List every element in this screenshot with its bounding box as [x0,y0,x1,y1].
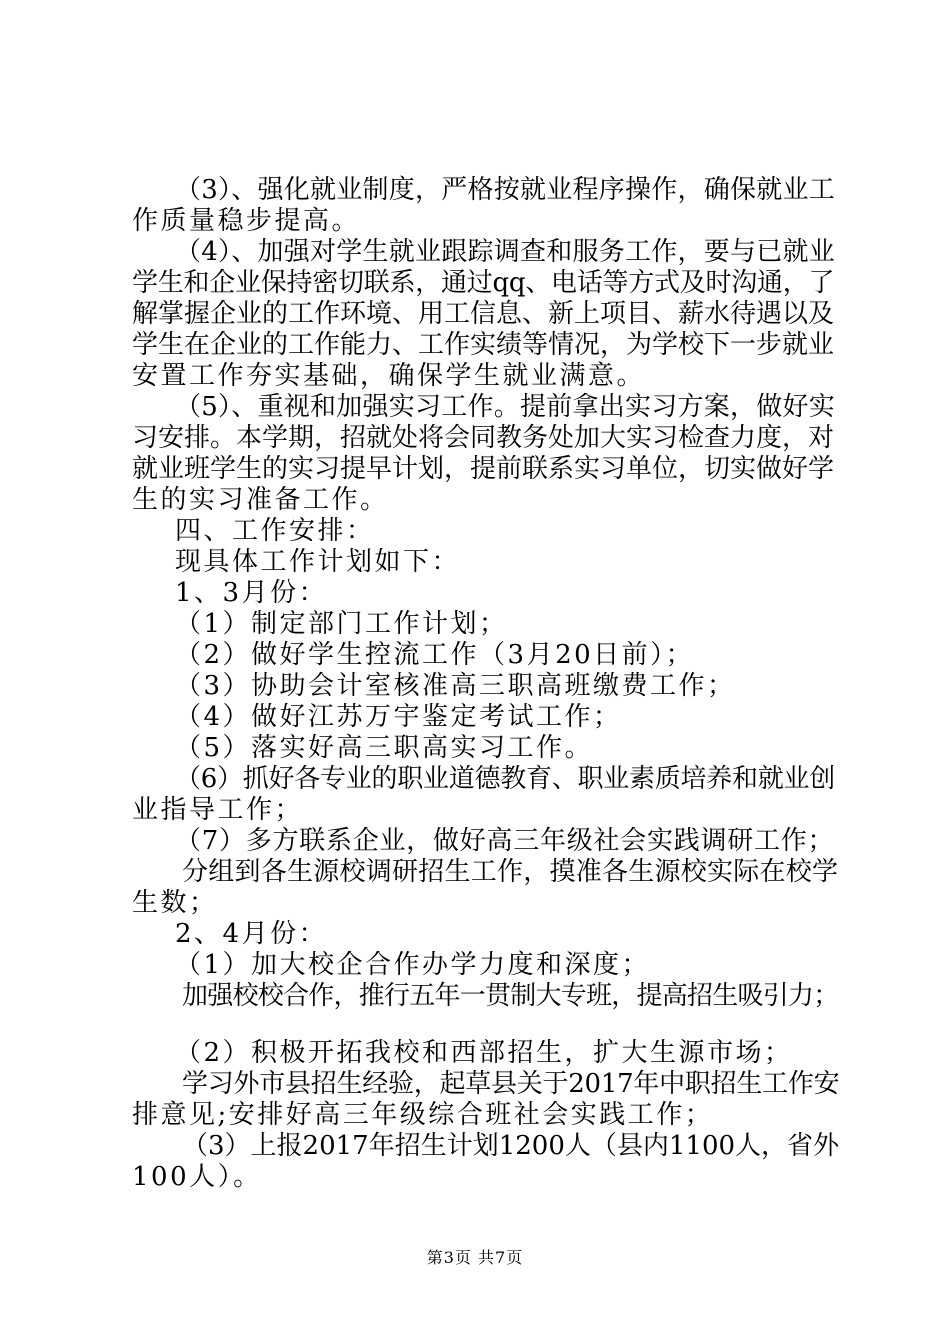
paragraph-line: 加强校校合作，推行五年一贯制大专班，提高招生吸引力； [182,981,839,1011]
month-heading: 1、3月份： [175,578,328,608]
paragraph-line: （4）、加强对学生就业跟踪调查和服务工作，要与已就业 [175,237,836,267]
paragraph-line: 作质量稳步提高。 [132,206,361,236]
paragraph-line: 习安排。本学期，招就处将会同教务处加大实习检查力度，对 [132,423,835,453]
list-item: （5）落实好高三职高实习工作。 [175,733,594,763]
list-item: （4）做好江苏万宇鉴定考试工作； [175,702,622,732]
paragraph-line: 解掌握企业的工作环境、用工信息、新上项目、薪水待遇以及 [132,299,835,329]
paragraph-line: 学生和企业保持密切联系，通过qq、电话等方式及时沟通，了 [132,268,835,298]
paragraph-line: 分组到各生源校调研招生工作，摸准各生源校实际在校学 [182,857,839,887]
paragraph-line: 100人）。 [132,1162,262,1192]
section-heading: 四、工作安排： [175,516,375,546]
month-heading: 2、4月份： [175,919,328,949]
paragraph-line: （3）、强化就业制度，严格按就业程序操作，确保就业工 [175,175,836,205]
list-item: （6）抓好各专业的职业道德教育、职业素质培养和就业创 [175,764,836,794]
list-item: （7）多方联系企业，做好高三年级社会实践调研工作； [175,826,835,856]
paragraph-line: 就业班学生的实习提早计划，提前联系实习单位，切实做好学 [132,454,835,484]
list-item: （1）制定部门工作计划； [175,609,508,639]
paragraph-line: 排意见;安排好高三年级综合班社会实践工作； [132,1100,714,1130]
list-item: （1）加大校企合作办学力度和深度； [175,950,651,980]
paragraph-line: 安置工作夯实基础，确保学生就业满意。 [132,361,646,391]
list-item: （2）积极开拓我校和西部招生，扩大生源市场； [175,1038,793,1068]
list-item: （3）协助会计室核准高三职高班缴费工作； [175,671,736,701]
paragraph-line: 生的实习准备工作。 [132,485,389,515]
paragraph-line: 学生在企业的工作能力、工作实绩等情况，为学校下一步就业 [132,330,835,360]
list-item: 业指导工作； [132,795,304,825]
list-item: （2）做好学生控流工作（3月20日前）； [175,640,695,670]
paragraph-line: 生数； [132,888,218,918]
paragraph-line: （5）、重视和加强实习工作。提前拿出实习方案，做好实 [175,392,836,422]
list-item: （3）上报2017年招生计划1200人（县内1100人，省外 [182,1131,840,1161]
page-number: 第3页 共7页 [426,1248,524,1267]
paragraph-line: 学习外市县招生经验，起草县关于2017年中职招生工作安 [182,1069,840,1099]
paragraph-line: 现具体工作计划如下： [175,547,461,577]
